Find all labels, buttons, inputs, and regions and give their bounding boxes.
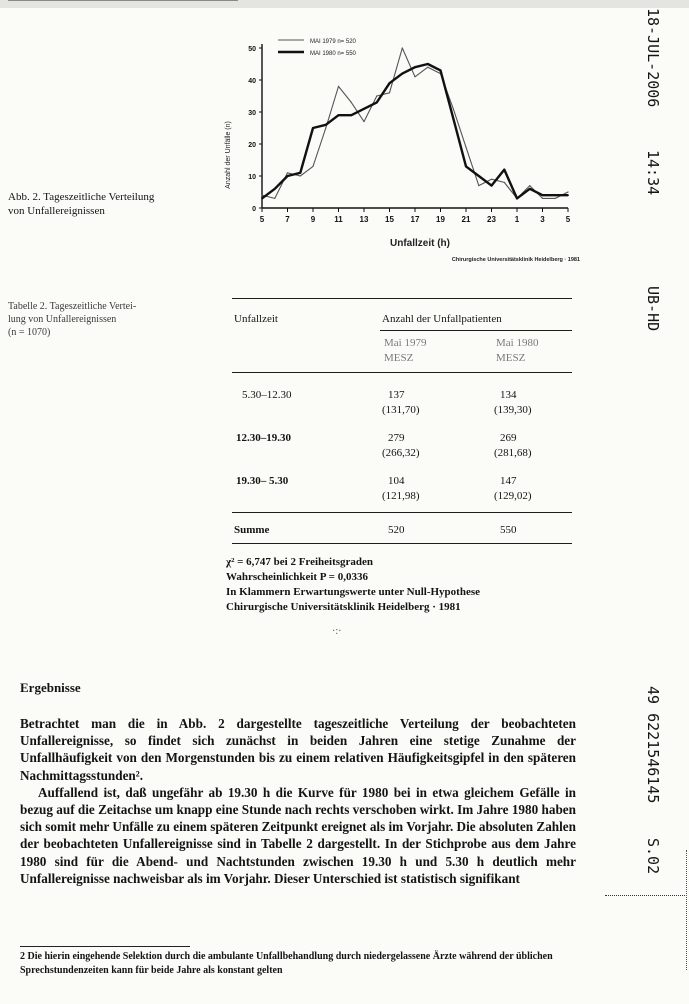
figure-caption-line: von Unfallereignissen: [8, 205, 105, 217]
fax-edge-bar: [686, 850, 687, 970]
table-caption-line: lung von Unfallereignissen: [8, 314, 117, 325]
series-point: [414, 66, 416, 68]
series-point: [542, 194, 544, 196]
table-header-1980: Mai 1980: [496, 337, 539, 349]
table-sum-1979: 520: [388, 524, 405, 536]
figure-caption: [8, 190, 154, 218]
series-point: [363, 121, 364, 122]
series-point: [300, 175, 301, 176]
table-header-time: Unfallzeit: [234, 313, 278, 325]
series-point: [338, 86, 339, 87]
table-group-rule: [380, 330, 572, 331]
table-caption-line: Tabelle 2. Tageszeitliche Vertei-: [8, 301, 137, 312]
series-point: [427, 67, 428, 68]
table-cell-1979-expected: (266,32): [382, 447, 420, 459]
accident-time-chart: [220, 30, 590, 270]
series-point: [325, 124, 327, 126]
footnote-rule: [20, 946, 190, 947]
series-point: [299, 172, 301, 174]
table-cell-1980: 147: [500, 475, 517, 487]
series-point: [478, 185, 479, 186]
table-cell-1979-expected: (131,70): [382, 404, 420, 416]
fax-dotted-edge: [605, 895, 687, 896]
fax-number: 49 6221546145: [644, 686, 662, 804]
series-point: [261, 198, 263, 200]
series-point: [465, 166, 467, 168]
table-header-1979-sub: MESZ: [384, 352, 414, 364]
series-point: [402, 47, 403, 48]
table-top-rule: [232, 298, 572, 299]
x-tick-label: 1: [514, 215, 520, 224]
series-point: [516, 198, 518, 200]
series-point: [491, 179, 492, 180]
fax-header-strip: [0, 0, 689, 8]
series-point: [312, 166, 313, 167]
table-header-rule: [232, 372, 572, 373]
expected-values-note: In Klammern Erwartungswerte unter Null-Hypothese: [226, 586, 480, 598]
series-point: [452, 118, 454, 120]
series-line: [262, 48, 568, 198]
series-point: [478, 175, 480, 177]
series-point: [376, 102, 378, 104]
table-cell-1980-expected: (129,02): [494, 490, 532, 502]
paragraph: Betrachtet man die in Abb. 2 dargestellte tageszeitliche Verteilung der beobachteten Unfallereignisse, so findet sich zunächst in beiden Jahren eine stetige Zunahme der Unfallhäufigkeit von den Morgenstunden bis zu einem relativen Häufigkeitsgipfel in den späteren Nachmittagsstunden².: [20, 716, 576, 783]
series-point: [312, 127, 314, 129]
series-point: [261, 195, 262, 196]
section-heading: Ergebnisse: [20, 680, 81, 695]
y-tick-label: 30: [248, 110, 256, 117]
fax-page: S.02: [644, 838, 662, 875]
x-tick-label: 7: [285, 215, 290, 224]
x-tick-label: 21: [461, 215, 471, 224]
series-point: [389, 92, 390, 93]
series-point: [274, 198, 275, 199]
series-point: [542, 198, 543, 199]
table-cell-time: 5.30–12.30: [242, 389, 292, 401]
table-caption-line: (n = 1070): [8, 327, 51, 338]
table-cell-1979: 104: [388, 475, 405, 487]
x-tick-label: 5: [565, 215, 571, 224]
series-point: [440, 70, 442, 72]
x-tick-label: 13: [359, 215, 369, 224]
series-point: [453, 108, 454, 109]
table-cell-1980: 134: [500, 389, 517, 401]
series-point: [414, 76, 415, 77]
series-point: [274, 188, 276, 190]
table-bottom-rule: [232, 543, 572, 544]
series-point: [555, 198, 556, 199]
y-tick-label: 10: [248, 174, 256, 181]
series-point: [465, 147, 466, 148]
table-cell-1979: 279: [388, 432, 405, 444]
table-cell-1980-expected: (281,68): [494, 447, 532, 459]
y-axis-label: Anzahl der Unfälle (n): [225, 121, 232, 189]
figure-caption-line: Abb. 2. Tageszeitliche Verteilung: [8, 191, 155, 203]
table-header-1979: Mai 1979: [384, 337, 427, 349]
table-source-note: Chirurgische Universitätsklinik Heidelberg · 1981: [226, 601, 461, 613]
series-point: [325, 127, 326, 128]
table-cell-1979: 137: [388, 389, 405, 401]
chi-square-note: χ² = 6,747 bei 2 Freiheitsgraden: [226, 556, 374, 568]
x-tick-label: 19: [436, 215, 445, 224]
table-sum-rule: [232, 512, 572, 513]
probability-note: Wahrscheinlichkeit P = 0,0336: [226, 571, 368, 583]
series-point: [389, 82, 391, 84]
paragraph: Auffallend ist, daß ungefähr ab 19.30 h die Kurve für 1980 bei in etwa gleichem Gefälle in bezug auf die Zeitachse um knapp eine Stunde nach rechts verschoben wirkt. Im Jahre 1980 haben sich somit mehr Unfälle zu einem späteren Zeitpunkt ereignet als im Vorjahr. Die absoluten Zahlen der beobachteten Unfallereignisse sind in Tabelle 2 dargestellt. In der Stichprobe aus dem Jahre 1980 sind für die Abend- und Nachtstunden zwischen 19.30 h und 5.30 h deutlich mehr Unfallereignisse nachweisbar als im Vorjahr. Dieser Unterschied ist statistisch signifikant: [20, 784, 576, 886]
table-cell-time: 12.30–19.30: [236, 432, 291, 444]
figure-source: Chirurgische Universitätsklinik Heidelberg · 1981: [451, 257, 580, 263]
x-tick-label: 3: [540, 215, 545, 224]
table-sum-label: Summe: [234, 524, 270, 536]
y-tick-label: 20: [248, 142, 256, 149]
table-notes: [226, 555, 480, 615]
series-point: [529, 185, 530, 186]
series-point: [529, 188, 531, 190]
series-point: [376, 95, 377, 96]
table-cell-1980-expected: (139,30): [494, 404, 532, 416]
legend-label: MAI 1979 n= 520: [310, 39, 356, 45]
series-point: [351, 102, 352, 103]
series-point: [427, 63, 429, 65]
series-point: [491, 185, 493, 187]
series-point: [504, 182, 505, 183]
section-body: [20, 715, 576, 887]
y-tick-label: 0: [252, 206, 256, 213]
series-point: [554, 194, 556, 196]
series-point: [401, 73, 403, 75]
y-tick-label: 40: [248, 78, 256, 85]
x-axis-label: Unfallzeit (h): [390, 238, 450, 249]
y-tick-label: 50: [248, 46, 256, 53]
table-caption: [8, 300, 136, 339]
fax-date: 18-JUL-2006: [644, 8, 662, 108]
series-point: [338, 114, 340, 116]
x-tick-label: 15: [385, 215, 394, 224]
x-tick-label: 5: [259, 215, 265, 224]
table-cell-time: 19.30– 5.30: [236, 475, 289, 487]
table-header-1980-sub: MESZ: [496, 352, 526, 364]
series-point: [287, 175, 289, 177]
series-point: [567, 194, 569, 196]
legend-label: MAI 1980 n= 550: [310, 51, 356, 57]
x-tick-label: 23: [487, 215, 496, 224]
footnote: 2 Die hierin eingehende Selektion durch die ambulante Unfallbehandlung durch niedergelassene Ärzte während der üblichen Sprechstundenzeiten kann für beide Jahre als konstant gelten: [20, 951, 553, 976]
fax-time: 14:34: [644, 150, 662, 196]
table-sum-1980: 550: [500, 524, 517, 536]
series-point: [287, 172, 288, 173]
table-cell-1980: 269: [500, 432, 517, 444]
table-cell-1979-expected: (121,98): [382, 490, 420, 502]
fax-sender: UB-HD: [644, 286, 662, 332]
x-tick-label: 9: [310, 215, 316, 224]
series-point: [350, 114, 352, 116]
section-ornament: ·:·: [332, 626, 342, 637]
series-point: [503, 169, 505, 171]
x-tick-label: 17: [410, 215, 420, 224]
series-point: [363, 108, 365, 110]
table-header-group: Anzahl der Unfallpatienten: [382, 313, 502, 325]
series-line: [262, 64, 568, 198]
x-tick-label: 11: [334, 215, 343, 224]
series-point: [567, 191, 568, 192]
